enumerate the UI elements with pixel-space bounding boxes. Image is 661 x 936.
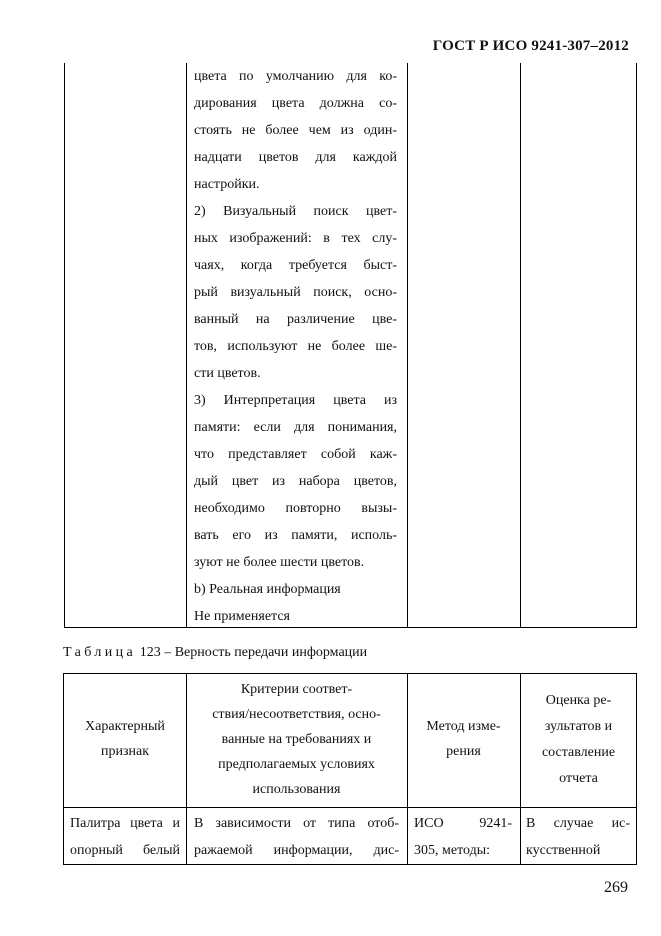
row-assessment-cell [526, 810, 630, 864]
header-text-line: отчета [559, 771, 598, 786]
cell-text-line: В зависимости от типа отоб- [194, 816, 399, 831]
criteria-text-line: вать его из памяти, исполь- [194, 528, 397, 543]
criteria-text-line: что представляет собой каж- [194, 447, 397, 462]
criteria-text-line: зуют не более шести цветов. [194, 555, 365, 570]
header-text-line: Критерии соответ- [240, 682, 353, 697]
criteria-text-line: 3) Интерпретация цвета из [194, 393, 397, 408]
cell-text-line: опорный белый [70, 843, 180, 858]
criteria-text-line: рый визуальный поиск, осно- [194, 285, 397, 300]
row-feature-cell [70, 810, 180, 864]
header-text-line: Характерный [85, 719, 165, 734]
criteria-text-line: сти цветов. [194, 366, 261, 381]
criteria-text-line: необходимо повторно вызы- [194, 501, 397, 516]
criteria-text-line: дый цвет из набора цветов, [194, 474, 397, 489]
criteria-text-line: ных изображений: в тех слу- [194, 231, 397, 246]
table-123 [63, 673, 637, 865]
column-divider [407, 674, 408, 864]
column-divider [520, 63, 521, 627]
page-number: 269 [604, 879, 628, 896]
criteria-text-line: стоять не более чем из один- [194, 123, 397, 138]
cell-text-line: кусственной [526, 843, 601, 858]
criteria-text-line: b) Реальная информация [194, 582, 341, 597]
header-method [407, 714, 520, 764]
criteria-text-line: памяти: если для понимания, [194, 420, 397, 435]
row-criteria-cell [194, 810, 399, 864]
header-text-line: признак [100, 744, 150, 759]
criteria-text-line: чаях, когда требуется быст- [194, 258, 397, 273]
table-caption [63, 645, 367, 661]
header-text-line: предполагаемых условиях [218, 757, 375, 772]
document-code: ГОСТ Р ИСО 9241-307–2012 [432, 38, 629, 54]
header-divider [64, 807, 636, 808]
header-text-line: Метод изме- [426, 719, 501, 734]
criteria-text-line: надцати цветов для каждой [194, 150, 397, 165]
criteria-cell [194, 63, 397, 630]
criteria-text-line: настройки. [194, 177, 260, 192]
criteria-text-line: ванный на различение цве- [194, 312, 397, 327]
caption-title: 123 – Верность передачи информации [139, 645, 368, 660]
header-text-line: зультатов и [544, 719, 613, 734]
cell-text-line: ражаемой информации, дис- [194, 843, 399, 858]
cell-text-line: ИСО 9241- [414, 816, 512, 831]
column-divider [407, 63, 408, 627]
header-text-line: составление [541, 745, 616, 760]
cell-text-line: Палитра цвета и [70, 816, 180, 831]
criteria-text-line: цвета по умолчанию для ко- [194, 69, 397, 84]
header-text-line: использования [252, 782, 341, 797]
criteria-text-line: 2) Визуальный поиск цвет- [194, 204, 397, 219]
continued-table [64, 63, 637, 628]
caption-label: Таблица [63, 645, 137, 660]
cell-text-line: В случае ис- [526, 816, 630, 831]
row-method-cell [414, 810, 512, 864]
header-feature [64, 714, 186, 764]
header-criteria [186, 677, 407, 802]
column-divider [186, 63, 187, 627]
header-text-line: Оценка ре- [545, 693, 612, 708]
header-text-line: рения [446, 744, 481, 759]
criteria-text-line: тов, используют не более ше- [194, 339, 397, 354]
criteria-text-line: Не применяется [194, 609, 290, 624]
header-text-line: ванные на требованиях и [221, 732, 372, 747]
header-assessment [520, 688, 637, 792]
criteria-text-line: дирования цвета должна со- [194, 96, 397, 111]
cell-text-line: 305, методы: [414, 843, 491, 858]
header-text-line: ствия/несоответствия, осно- [212, 707, 381, 722]
